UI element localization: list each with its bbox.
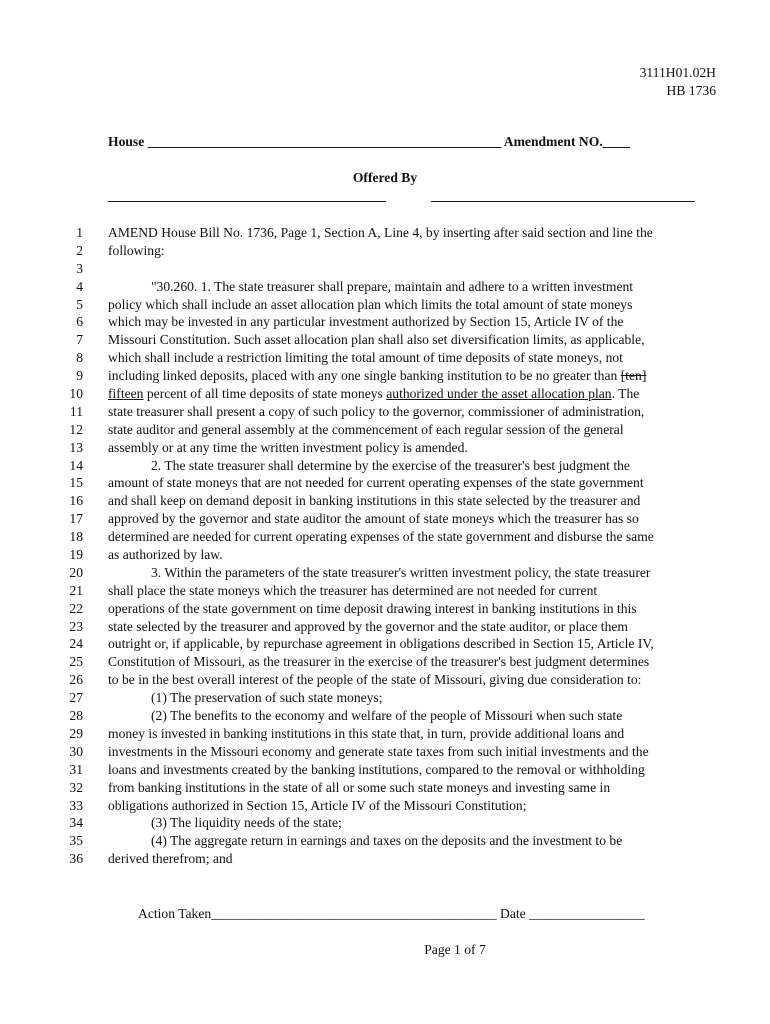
line-number: 16 <box>69 493 83 509</box>
line-text-segment: outright or, if applicable, by repurchase agreement in obligations described in Section 15, Article IV, <box>108 636 654 652</box>
line-number: 29 <box>69 725 83 741</box>
line-text <box>108 671 716 689</box>
line-text-segment: 2. The state treasurer shall determine by the exercise of the treasurer's best judgment the <box>151 457 630 473</box>
text-line <box>0 367 770 385</box>
line-number: 15 <box>69 475 83 491</box>
line-text <box>108 653 716 671</box>
text-line <box>0 492 770 510</box>
line-number: 19 <box>69 547 83 563</box>
sponsor-signature-line-2 <box>431 201 695 202</box>
text-line <box>0 349 770 367</box>
line-text-segment: "30.260. 1. The state treasurer shall prepare, maintain and adhere to a written investment <box>151 278 634 294</box>
line-number: 3 <box>76 260 83 276</box>
text-line <box>0 260 770 278</box>
line-text <box>108 832 759 850</box>
action-taken-line <box>138 906 645 922</box>
line-text-segment: (1) The preservation of such state moneys; <box>151 690 383 706</box>
line-text <box>108 779 716 797</box>
text-line <box>0 278 770 296</box>
document-code <box>640 64 716 100</box>
line-text-segment: which may be invested in any particular investment authorized by Section 15, Article IV of the <box>108 314 624 330</box>
text-line <box>0 439 770 457</box>
deleted-text: [ten] <box>620 368 647 384</box>
text-line <box>0 779 770 797</box>
line-number: 17 <box>69 511 83 527</box>
amendment-label: Amendment NO. <box>503 134 603 149</box>
inserted-text: fifteen <box>108 386 144 402</box>
text-line <box>0 832 770 850</box>
line-text <box>108 689 759 707</box>
line-text <box>108 850 716 868</box>
line-number: 23 <box>69 618 83 634</box>
line-number: 31 <box>69 761 83 777</box>
line-number: 33 <box>69 797 83 813</box>
line-text-segment: to be in the best overall interest of the people of the state of Missouri, giving due consideration to: <box>108 672 642 688</box>
line-text-segment: . The <box>611 386 640 402</box>
text-line <box>0 474 770 492</box>
text-line <box>0 743 770 761</box>
text-line <box>0 671 770 689</box>
line-text <box>108 457 759 475</box>
line-text-segment: amount of state moneys that are not needed for current operating expenses of the state government <box>108 475 644 491</box>
text-line <box>0 582 770 600</box>
text-line <box>0 814 770 832</box>
line-text <box>108 797 716 815</box>
line-text <box>108 439 716 457</box>
action-blank: __________________________________________ <box>211 906 497 921</box>
line-text-segment: (4) The aggregate return in earnings and taxes on the deposits and the investment to be <box>151 833 623 849</box>
amendment-blank: ____ <box>602 134 630 149</box>
text-line <box>0 403 770 421</box>
line-number: 18 <box>69 529 83 545</box>
text-line <box>0 618 770 636</box>
line-text <box>108 761 716 779</box>
line-text <box>108 582 716 600</box>
line-number: 25 <box>69 654 83 670</box>
text-line <box>0 689 770 707</box>
line-text <box>108 331 716 349</box>
sponsor-signature-line-1 <box>108 201 386 202</box>
line-text-segment: percent of all time deposits of state moneys <box>143 386 387 402</box>
line-text <box>108 743 716 761</box>
amendment-text <box>0 224 770 868</box>
line-text-segment: policy which shall include an asset allocation plan which limits the total amount of state moneys <box>108 296 633 312</box>
line-text-segment: assembly or at any time the written investment policy is amended. <box>108 439 468 455</box>
text-line <box>0 242 770 260</box>
line-text-segment: Missouri Constitution. Such asset allocation plan shall also set diversification limits, as applicable, <box>108 332 645 348</box>
text-line <box>0 331 770 349</box>
line-text-segment: following: <box>108 242 165 258</box>
line-number: 28 <box>69 708 83 724</box>
line-text-segment: Constitution of Missouri, as the treasurer in the exercise of the treasurer's best judgment determines <box>108 654 650 670</box>
text-line <box>0 564 770 582</box>
line-number: 13 <box>69 439 83 455</box>
line-number: 34 <box>69 815 83 831</box>
line-number: 7 <box>76 332 83 348</box>
line-text-segment: state treasurer shall present a copy of such policy to the governor, commissioner of administration, <box>108 403 645 419</box>
text-line <box>0 457 770 475</box>
line-text <box>108 313 716 331</box>
line-text <box>108 618 716 636</box>
line-text-segment: as authorized by law. <box>108 547 223 563</box>
text-line <box>0 707 770 725</box>
line-number: 21 <box>69 582 83 598</box>
line-number: 36 <box>69 851 83 867</box>
line-text-segment: money is invested in banking institutions in this state that, in turn, provide additional loans and <box>108 725 625 741</box>
line-number: 26 <box>69 672 83 688</box>
line-number: 6 <box>76 314 83 330</box>
line-text-segment: and shall keep on demand deposit in banking institutions in this state selected by the treasurer and <box>108 493 641 509</box>
line-number: 20 <box>69 564 83 580</box>
line-text <box>108 278 759 296</box>
line-text <box>108 349 716 367</box>
date-blank: _________________ <box>529 906 645 921</box>
line-number: 2 <box>76 242 83 258</box>
inserted-text: authorized under the asset allocation plan <box>386 386 612 402</box>
line-number: 12 <box>69 421 83 437</box>
bill-number: HB 1736 <box>666 83 716 98</box>
line-number: 14 <box>69 457 83 473</box>
text-line <box>0 296 770 314</box>
house-label: House <box>108 134 145 149</box>
line-text-segment: obligations authorized in Section 15, Article IV of the Missouri Constitution; <box>108 797 527 813</box>
text-line <box>0 725 770 743</box>
line-text <box>108 492 716 510</box>
line-number: 32 <box>69 779 83 795</box>
line-text <box>108 564 759 582</box>
line-text <box>108 474 716 492</box>
line-text-segment: AMEND House Bill No. 1736, Page 1, Section A, Line 4, by inserting after said section and line the <box>108 225 653 240</box>
text-line <box>0 385 770 403</box>
line-text <box>108 510 716 528</box>
text-line <box>0 797 770 815</box>
line-text <box>108 296 716 314</box>
line-text-segment: operations of the state government on time deposit drawing interest in banking institutions in this <box>108 600 637 616</box>
line-text <box>108 421 716 439</box>
action-label: Action Taken <box>138 906 212 921</box>
line-text-segment: approved by the governor and state auditor the amount of state moneys which the treasurer has so <box>108 511 639 527</box>
line-text-segment: determined are needed for current operating expenses of the state government and disburse the same <box>108 529 654 545</box>
line-text <box>108 528 716 546</box>
line-text-segment: loans and investments created by the banking institutions, compared to the removal or withholding <box>108 761 645 777</box>
text-line <box>0 313 770 331</box>
line-text <box>108 403 716 421</box>
line-text <box>108 367 716 385</box>
doc-code: 3111H01.02H <box>639 65 716 80</box>
page-number: Page 1 of 7 <box>424 942 486 957</box>
line-text-segment: (3) The liquidity needs of the state; <box>151 815 342 831</box>
text-line <box>0 546 770 564</box>
line-number: 22 <box>69 600 83 616</box>
text-line <box>0 600 770 618</box>
line-number: 9 <box>76 368 83 384</box>
line-text <box>108 635 716 653</box>
line-text <box>108 725 716 743</box>
line-text-segment: including linked deposits, placed with any one single banking institution to be no greater than <box>108 368 621 384</box>
text-line <box>0 510 770 528</box>
line-text <box>108 814 759 832</box>
house-blank: ____________________________________________________ <box>147 134 502 149</box>
line-text-segment: state auditor and general assembly at the commencement of each regular session of the general <box>108 421 624 437</box>
text-line <box>0 635 770 653</box>
line-text <box>108 707 759 725</box>
line-text-segment: shall place the state moneys which the treasurer has determined are not needed for current <box>108 582 598 598</box>
line-text-segment: state selected by the treasurer and approved by the governor and the state auditor, or place them <box>108 618 628 634</box>
text-line <box>0 528 770 546</box>
line-number: 35 <box>69 833 83 849</box>
line-number: 10 <box>69 386 83 402</box>
line-text-segment: investments in the Missouri economy and generate state taxes from such initial investments and the <box>108 743 649 759</box>
line-number: 24 <box>69 636 83 652</box>
line-number: 4 <box>76 278 83 294</box>
line-number: 8 <box>76 350 83 366</box>
line-text <box>108 600 716 618</box>
text-line <box>0 850 770 868</box>
line-text-segment: 3. Within the parameters of the state treasurer's written investment policy, the state treasurer <box>151 564 651 580</box>
line-text <box>108 242 716 260</box>
date-label: Date <box>496 906 530 921</box>
line-text <box>108 546 716 564</box>
text-line <box>0 653 770 671</box>
line-number: 5 <box>76 296 83 312</box>
text-line <box>0 421 770 439</box>
amendment-header-line <box>108 134 716 150</box>
line-number: 1 <box>76 225 83 240</box>
text-line <box>0 761 770 779</box>
text-line <box>0 224 770 242</box>
line-text-segment: derived therefrom; and <box>108 851 233 867</box>
line-number: 30 <box>69 743 83 759</box>
line-number: 27 <box>69 690 83 706</box>
line-text-segment: (2) The benefits to the economy and welfare of the people of Missouri when such state <box>151 708 623 724</box>
line-number: 11 <box>69 403 83 419</box>
line-text <box>108 385 716 403</box>
line-text <box>108 224 716 242</box>
line-text-segment: from banking institutions in the state of all or some such state moneys and investing same in <box>108 779 611 795</box>
line-text-segment: which shall include a restriction limiting the total amount of time deposits of state moneys, not <box>108 350 623 366</box>
offered-by-label: Offered By <box>352 170 418 185</box>
